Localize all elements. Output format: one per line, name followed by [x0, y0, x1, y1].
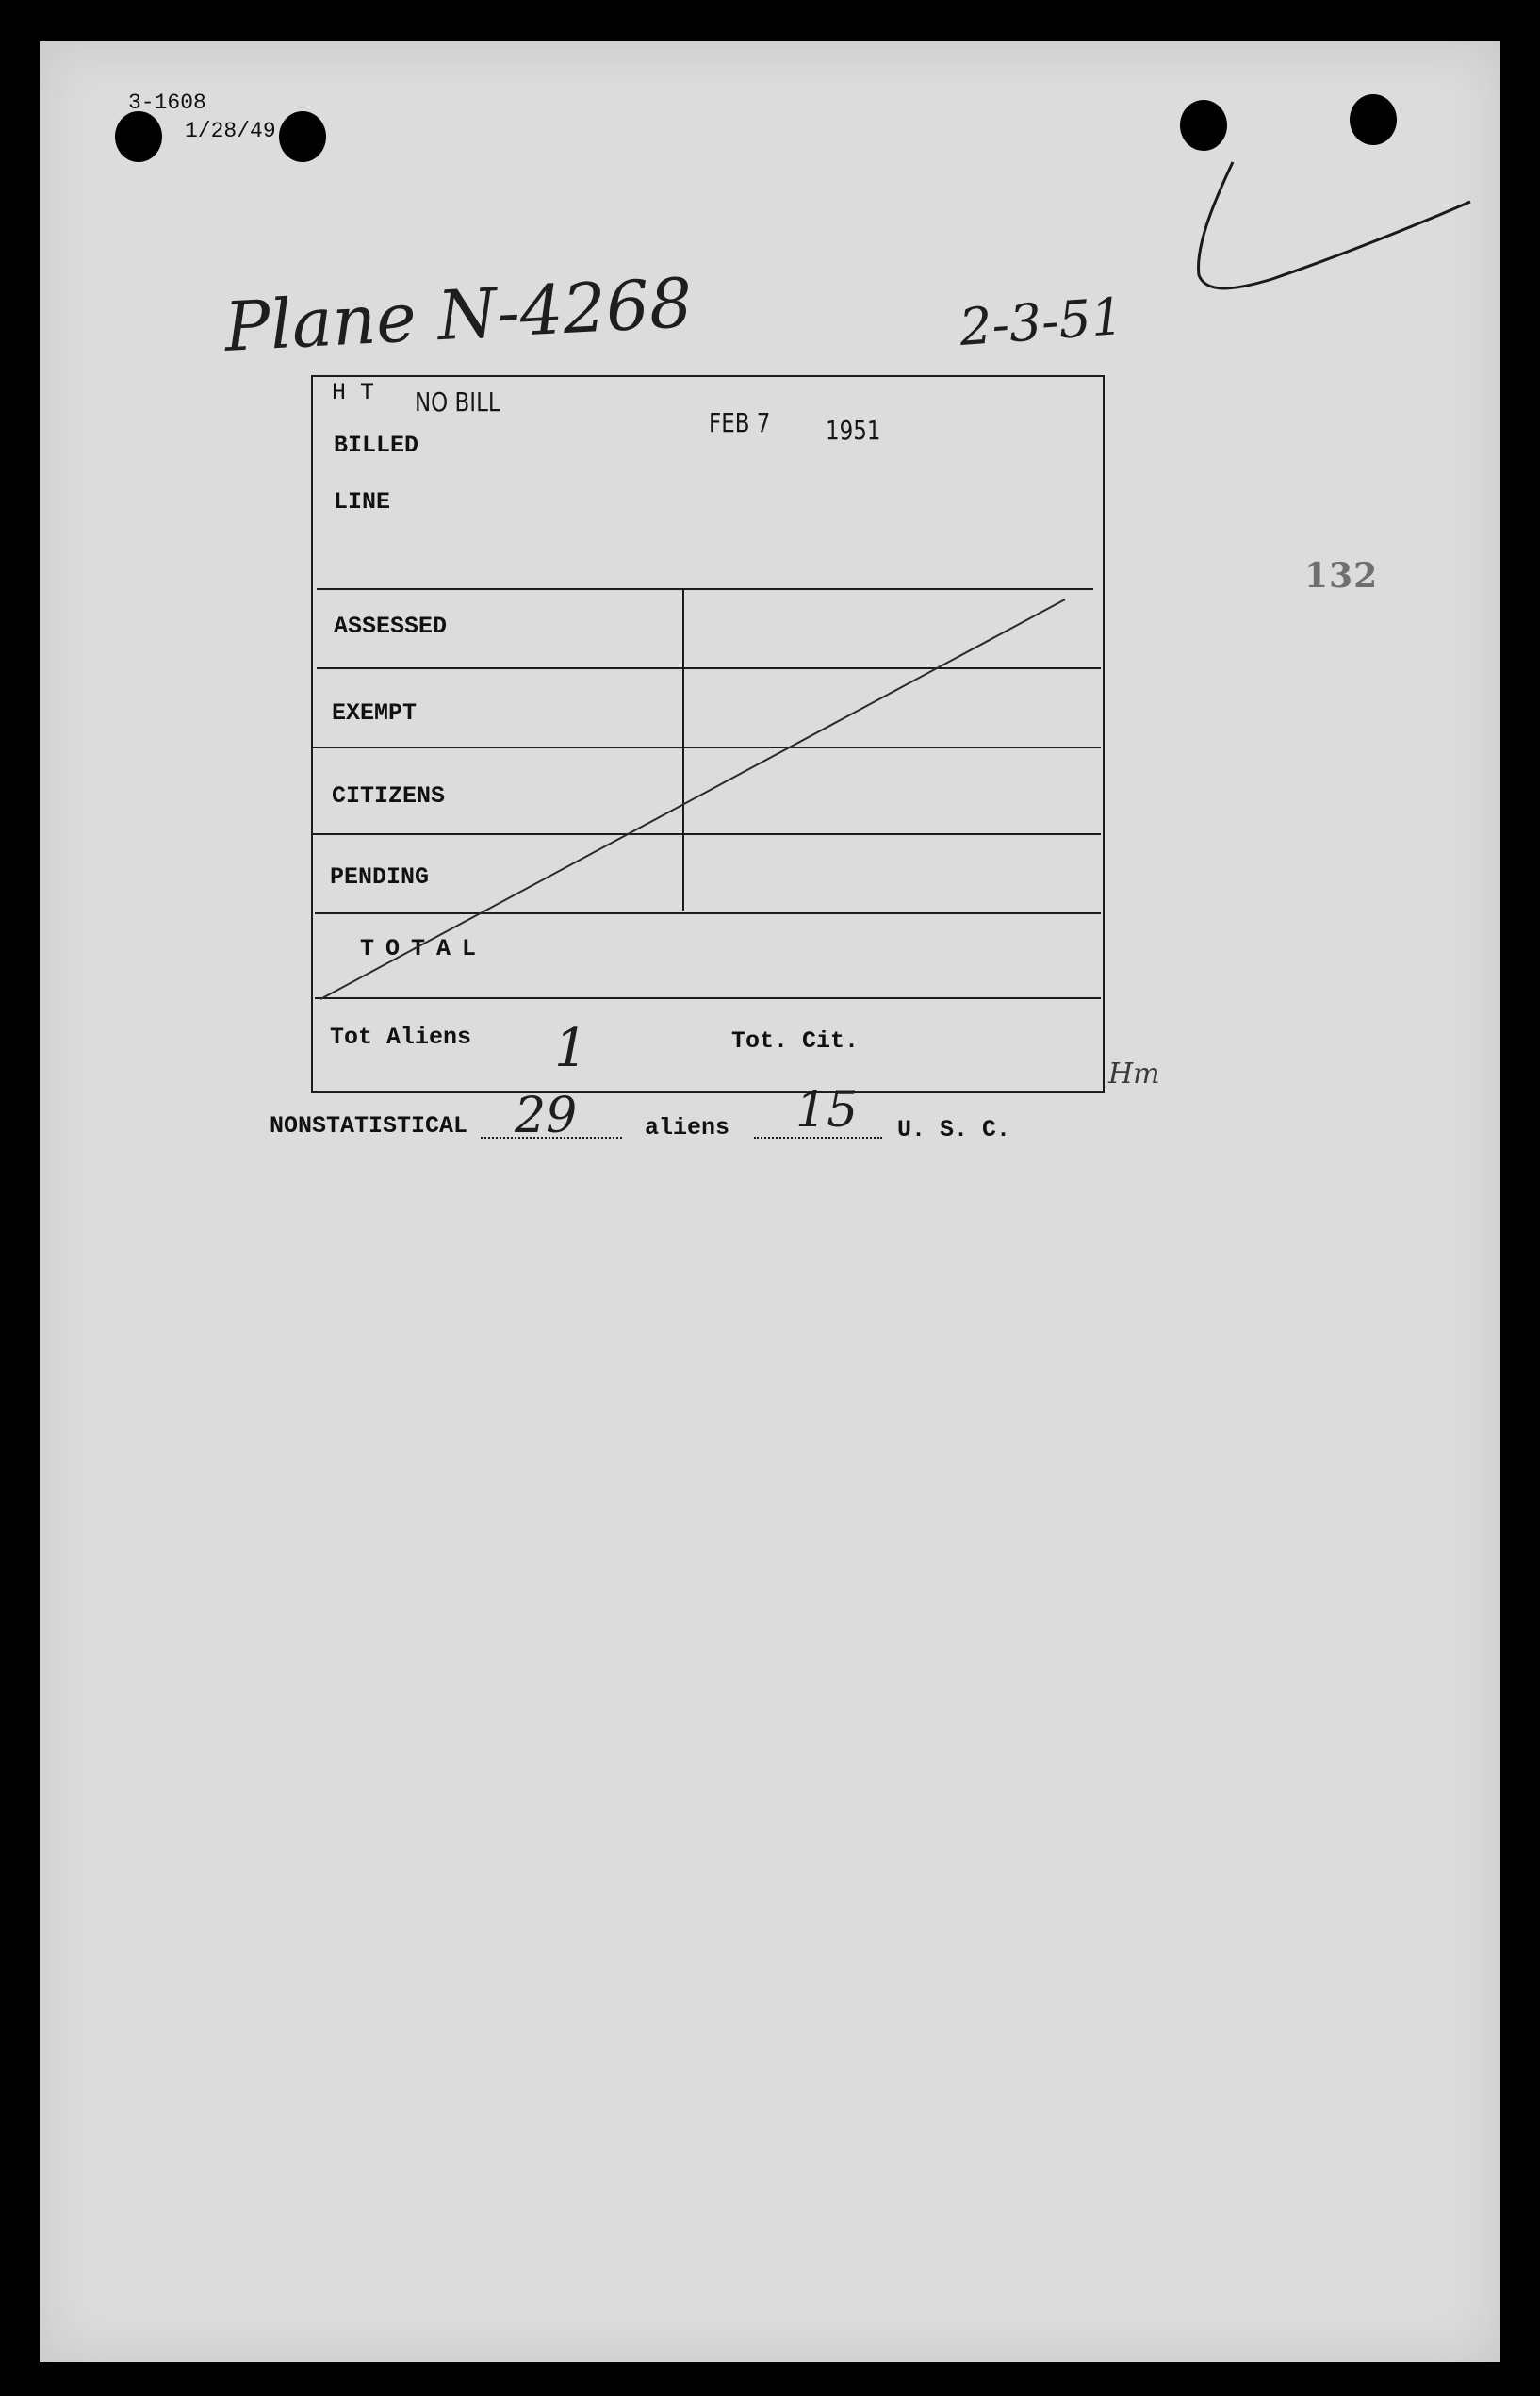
tot-aliens-value: 1: [554, 1018, 588, 1079]
aliens-label: aliens: [645, 1114, 730, 1141]
line-label: LINE: [334, 488, 391, 516]
no-bill-stamp: NO BILL: [415, 386, 500, 418]
form-date: 1/28/49: [185, 119, 276, 143]
nonstatistical-aliens-count: 29: [515, 1088, 578, 1144]
row-label-assessed: ASSESSED: [334, 613, 448, 640]
total-label: TOTAL: [360, 935, 488, 962]
nonstatistical-label: NONSTATISTICAL: [270, 1112, 468, 1140]
handwritten-plane-number: Plane N-4268: [222, 263, 695, 367]
handwritten-initials: Hm: [1108, 1058, 1160, 1091]
billed-label: BILLED: [334, 432, 419, 459]
usc-label: U. S. C.: [897, 1116, 1011, 1143]
tot-aliens-label: Tot Aliens: [330, 1024, 472, 1051]
form-number: 3-1608: [128, 90, 206, 115]
row-label-citizens: CITIZENS: [332, 782, 446, 810]
tot-cit-label: Tot. Cit.: [731, 1027, 860, 1055]
row-label-pending: PENDING: [330, 863, 430, 891]
row-label-exempt: EXEMPT: [332, 699, 418, 727]
serial-number-stamp: 132: [1304, 556, 1379, 596]
date-stamp-year: 1951: [826, 415, 881, 446]
usc-count: 15: [795, 1082, 859, 1139]
form-codes: H T: [332, 379, 375, 406]
handwritten-date: 2-3-51: [958, 287, 1125, 357]
date-stamp-month-day: FEB 7: [709, 407, 771, 438]
